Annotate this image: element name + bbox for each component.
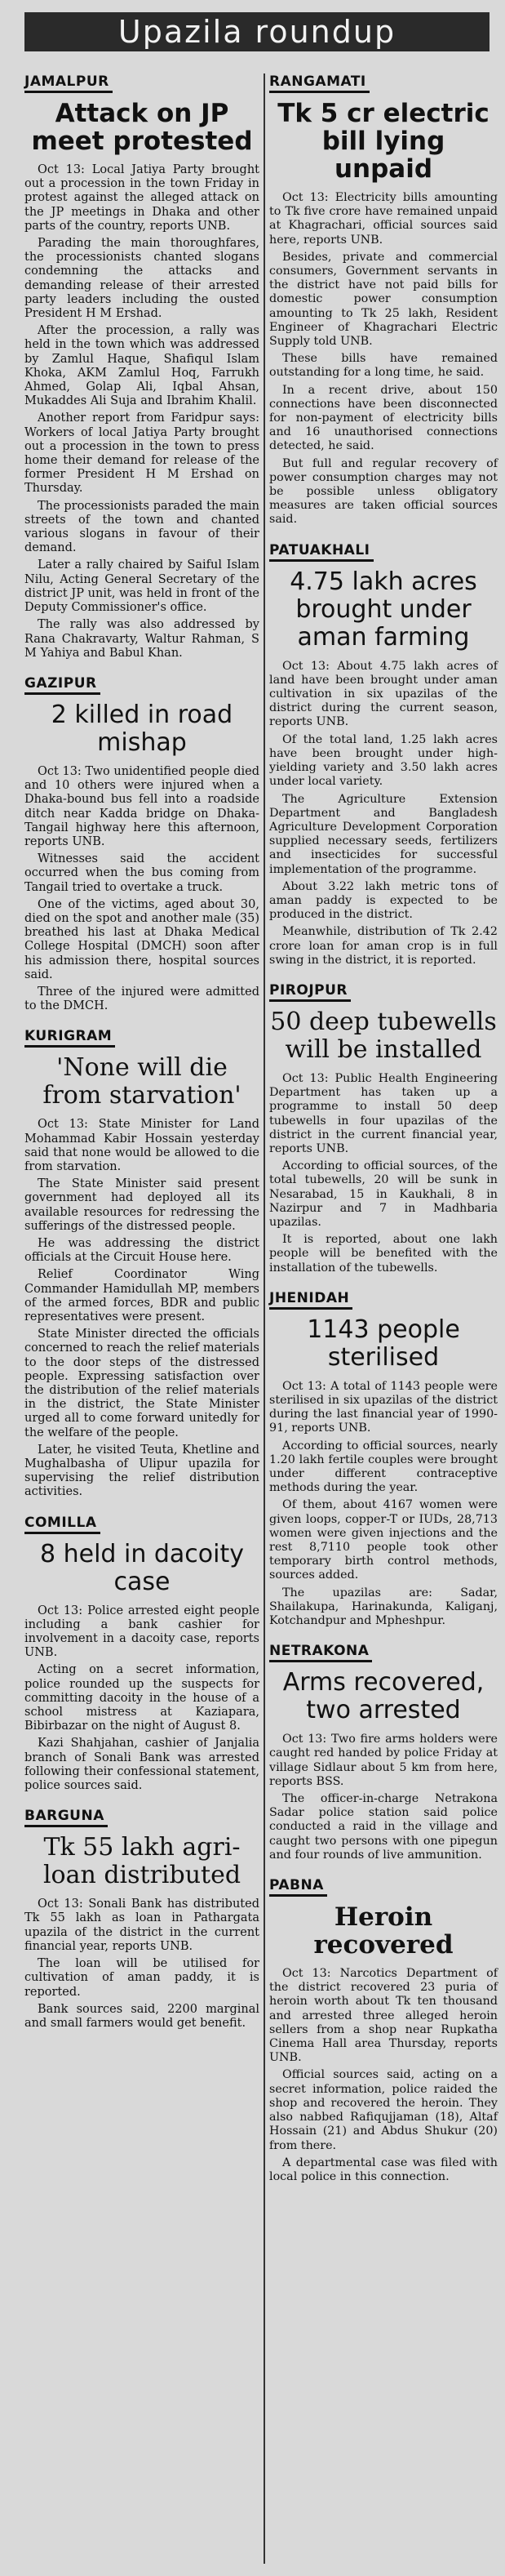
story-paragraph: These bills have remained outstanding for a long time, he said.	[269, 352, 498, 380]
story-paragraph: Oct 13: Police arrested eight people including a bank cashier for involvement in a dacoity case, reports UNB.	[24, 1604, 259, 1660]
story-headline: 1143 people sterilised	[307, 1315, 460, 1372]
dateline-place: COMILLA	[24, 1515, 100, 1534]
story-paragraph: The State Minister said present government had deployed all its available resources for redressing the sufferings of the distressed people.	[24, 1177, 259, 1233]
story-paragraph: The processionists paraded the main streets of the town and chanted various slogans in favour of their demand.	[24, 499, 259, 555]
news-story	[269, 73, 498, 527]
story-paragraph: Oct 13: A total of 1143 people were sterilised in six upazilas of the district during the last financial year of 1990-91, reports UNB.	[269, 1379, 498, 1435]
dateline-place: PIROJPUR	[269, 982, 351, 1002]
news-story	[269, 1290, 498, 1628]
story-paragraph: In a recent drive, about 150 connections have been disconnected for non-payment of electricity bills and 16 unauthorised connections detected, he said.	[269, 383, 498, 453]
news-story	[269, 1643, 498, 1862]
story-paragraph: The upazilas are: Sadar, Shailakupa, Harinakunda, Kaliganj, Kotchandpur and Mpheshpur.	[269, 1586, 498, 1628]
story-paragraph: But full and regular recovery of power consumption charges may not be possible unless obligatory measures are taken official sources said.	[269, 456, 498, 527]
story-paragraph: Oct 13: Two unidentified people died and 10 others were injured when a Dhaka-bound bus fell into a roadside ditch near Kadda bridge on Dhaka-Tangail highway here this afternoon, reports UNB.	[24, 764, 259, 848]
news-story	[269, 982, 498, 1275]
story-paragraph: Another report from Faridpur says: Workers of local Jatiya Party brought out a procession in the town to press home their demand for release of the former President H M Ershad on Thursday.	[24, 412, 259, 496]
story-paragraph: Parading the main thoroughfares, the processionists chanted slogans condemning the attacks and demanding release of their arrested party leaders including the ousted President H M Ershad.	[24, 237, 259, 321]
dateline-place: JAMALPUR	[24, 73, 113, 93]
story-headline: Attack on JP meet protested	[31, 99, 253, 156]
story-paragraph: Witnesses said the accident occurred when the bus coming from Tangail tried to overtake a truck.	[24, 852, 259, 894]
right-column	[269, 73, 498, 2199]
story-headline: 8 held in dacoity case	[39, 1539, 245, 1596]
story-paragraph: Kazi Shahjahan, cashier of Janjalia branch of Sonali Bank was arrested following their confessional statement, police sources said.	[24, 1737, 259, 1793]
story-paragraph: One of the victims, aged about 30, died on the spot and another male (35) breathed his last at Dhaka Medical College Hospital (DMCH) soon after his admission there, hospital sources said.	[24, 897, 259, 981]
story-paragraph: Bank sources said, 2200 marginal and small farmers would get benefit.	[24, 2002, 259, 2030]
story-paragraph: Acting on a secret information, police rounded up the suspects for committing dacoity in the house of a school mistress at Kaziapara, Bibirbazar on the night of August 8.	[24, 1663, 259, 1733]
story-paragraph: Oct 13: About 4.75 lakh acres of land have been brought under aman cultivation in six upazilas of the district during the current season, reports UNB.	[269, 659, 498, 729]
story-paragraph: Oct 13: Local Jatiya Party brought out a procession in the town Friday in protest against the alleged attack on the JP meetings in Dhaka and other parts of the country, reports UNB.	[24, 163, 259, 233]
news-story	[24, 675, 259, 1013]
story-paragraph: Relief Coordinator Wing Commander Hamidullah MP, members of the armed forces, BDR and public representatives were present.	[24, 1268, 259, 1324]
story-headline: 50 deep tubewells will be installed	[270, 1007, 497, 1064]
story-paragraph: Later, he visited Teuta, Khetline and Mughalbasha of Ulipur upazila for supervising the relief distribution activities.	[24, 1443, 259, 1499]
story-paragraph: Oct 13: Narcotics Department of the district recovered 23 puria of heroin worth about Tk ten thousand and arrested three alleged heroin sellers from a shop near Rupkatha Cinema Hall area Thursday, reports UNB.	[269, 1967, 498, 2065]
story-paragraph: According to official sources, of the total tubewells, 20 will be sunk in Nesarabad, 15 in Kaukhali, 8 in Nazirpur and 7 in Madhbaria upazilas.	[269, 1159, 498, 1229]
section-banner: Upazila roundup	[24, 12, 489, 51]
story-paragraph: Oct 13: State Minister for Land Mohammad Kabir Hossain yesterday said that none would be allowed to die from starvation.	[24, 1118, 259, 1173]
story-paragraph: After the procession, a rally was held in the town which was addressed by Zamlul Haque, Shafiqul Islam Khoka, AKM Zamlul Hoq, Farrukh Ahmed, Golap Ali, Iqbal Ahsan, Mukaddes Ali Suja and Ibrahim Khalil.	[24, 324, 259, 408]
dateline-place: JHENIDAH	[269, 1290, 352, 1310]
news-story	[269, 542, 498, 968]
dateline-place: PATUAKHALI	[269, 542, 374, 562]
story-paragraph: State Minister directed the officials concerned to reach the relief materials to the door steps of the distressed people. Expressing satisfaction over the distribution of the relief materials in the district, the State Minister urged all to come forward unitedly for the welfare of the people.	[24, 1328, 259, 1439]
story-headline: 'None will die from starvation'	[42, 1053, 241, 1110]
story-paragraph: It is reported, about one lakh people will be benefited with the installation of the tubewells.	[269, 1233, 498, 1275]
story-paragraph: According to official sources, nearly 1.20 lakh fertile couples were brought under different contraceptive methods during the year.	[269, 1439, 498, 1495]
story-headline: Heroin recovered	[313, 1902, 454, 1960]
story-paragraph: A departmental case was filed with local police in this connection.	[269, 2156, 498, 2183]
story-paragraph: Oct 13: Two fire arms holders were caught red handed by police Friday at village Sidlaur about 5 km from here, reports BSS.	[269, 1733, 498, 1788]
story-paragraph: The Agriculture Extension Department and Bangladesh Agriculture Development Corporation supplied necessary seeds, fertilizers and insecticides for successful implementation of the programme.	[269, 792, 498, 876]
story-headline: Tk 55 lakh agri-loan distributed	[42, 1833, 241, 1890]
story-headline: 4.75 lakh acres brought under aman farming	[290, 567, 477, 652]
dateline-place: GAZIPUR	[24, 675, 100, 695]
story-headline: Arms recovered, two arrested	[282, 1668, 485, 1725]
story-paragraph: Later a rally chaired by Saiful Islam Nilu, Acting General Secretary of the district JP unit, was held in front of the Deputy Commissioner's office.	[24, 558, 259, 615]
news-story	[24, 1808, 259, 2031]
story-headline: 2 killed in road mishap	[51, 700, 233, 757]
news-story	[24, 1515, 259, 1794]
left-column	[24, 73, 259, 2045]
column-divider	[264, 73, 265, 2564]
dateline-place: KURIGRAM	[24, 1028, 115, 1048]
story-paragraph: Meanwhile, distribution of Tk 2.42 crore loan for aman crop is in full swing in the district, it is reported.	[269, 925, 498, 967]
dateline-place: BARGUNA	[24, 1808, 108, 1827]
story-paragraph: Oct 13: Public Health Engineering Department has taken up a programme to install 50 deep tubewells in four upazilas of the district in the current financial year, reports UNB.	[269, 1071, 498, 1155]
story-paragraph: The rally was also addressed by Rana Chakravarty, Waltur Rahman, S M Yahiya and Babul Khan.	[24, 618, 259, 660]
story-paragraph: Oct 13: Sonali Bank has distributed Tk 55 lakh as loan in Pathargata upazila of the district in the current financial year, reports UNB.	[24, 1898, 259, 1953]
story-paragraph: Of them, about 4167 women were given loops, copper-T or IUDs, 28,713 women were given injections and the rest 8,7110 people took other temporary birth control methods, sources added.	[269, 1498, 498, 1582]
story-headline: Tk 5 cr electric bill lying unpaid	[277, 99, 489, 184]
story-paragraph: Three of the injured were admitted to the DMCH.	[24, 985, 259, 1013]
story-paragraph: He was addressing the district officials at the Circuit House here.	[24, 1236, 259, 1265]
story-paragraph: The loan will be utilised for cultivation of aman paddy, it is reported.	[24, 1957, 259, 1999]
news-story	[24, 73, 259, 661]
dateline-place: PABNA	[269, 1877, 327, 1897]
story-paragraph: The officer-in-charge Netrakona Sadar police station said police conducted a raid in the village and caught two persons with one pipegun and four rounds of live ammunition.	[269, 1792, 498, 1862]
story-paragraph: Besides, private and commercial consumers, Government servants in the district have not paid bills for domestic power consumption amounting to Tk 25 lakh, Resident Engineer of Khagrachari Electric Supply told UNB.	[269, 250, 498, 349]
news-story	[269, 1877, 498, 2184]
dateline-place: NETRAKONA	[269, 1643, 372, 1662]
story-paragraph: Oct 13: Electricity bills amounting to Tk five crore have remained unpaid at Khagrachari, official sources said here, reports UNB.	[269, 191, 498, 247]
story-paragraph: About 3.22 lakh metric tons of aman paddy is expected to be produced in the district.	[269, 879, 498, 922]
story-paragraph: Of the total land, 1.25 lakh acres have been brought under high-yielding variety and 3.50 lakh acres under local variety.	[269, 732, 498, 789]
news-story	[24, 1028, 259, 1499]
story-paragraph: Official sources said, acting on a secret information, police raided the shop and recovered the heroin. They also nabbed Rafiqujjaman (18), Altaf Hossain (21) and Abdus Shukur (20) from there.	[269, 2068, 498, 2152]
dateline-place: RANGAMATI	[269, 73, 370, 93]
